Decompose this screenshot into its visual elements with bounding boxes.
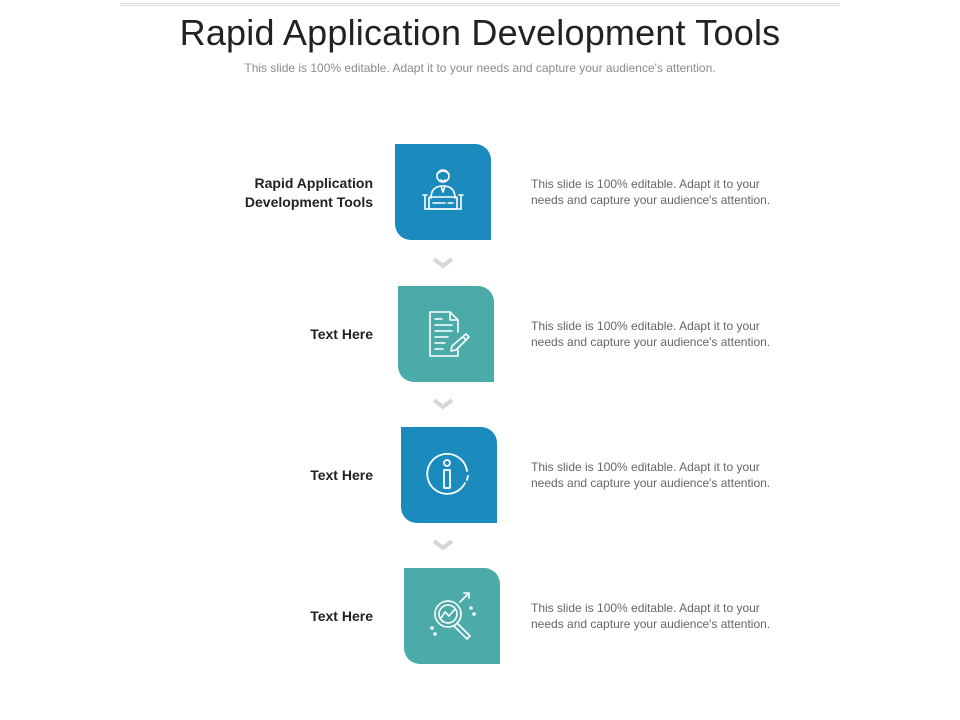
step-icon-tile <box>401 427 497 523</box>
step-label-line: Text Here <box>310 467 373 483</box>
step-row-4 <box>0 568 960 664</box>
step-description-line: needs and capture your audience's attention. <box>531 617 771 631</box>
step-description-line: needs and capture your audience's attention. <box>531 193 771 207</box>
step-row-2 <box>0 286 960 382</box>
step-description-line: This slide is 100% editable. Adapt it to your <box>531 319 760 333</box>
step-row-3 <box>0 427 960 523</box>
step-icon-tile <box>398 286 494 382</box>
magnifier-analytics-icon <box>424 588 480 644</box>
chevron-down-icon <box>431 256 455 270</box>
step-label-line: Text Here <box>310 608 373 624</box>
developer-icon <box>415 164 471 220</box>
document-pencil-icon <box>418 306 474 362</box>
step-row-1 <box>0 144 960 240</box>
top-divider-secondary <box>120 5 840 6</box>
step-description <box>531 318 821 350</box>
step-label-line: Development Tools <box>244 194 373 210</box>
step-description-line: needs and capture your audience's attention. <box>531 335 771 349</box>
step-description <box>531 176 821 208</box>
info-icon <box>421 447 477 503</box>
step-description <box>531 459 821 491</box>
step-description-line: This slide is 100% editable. Adapt it to your <box>531 601 760 615</box>
chevron-down-icon <box>431 397 455 411</box>
step-label <box>133 174 373 212</box>
step-label <box>133 607 373 626</box>
top-divider <box>120 3 840 4</box>
step-icon-tile <box>395 144 491 240</box>
slide-subtitle: This slide is 100% editable. Adapt it to your needs and capture your audience's attention. <box>244 61 716 75</box>
step-description-line: This slide is 100% editable. Adapt it to your <box>531 460 760 474</box>
step-label-line: Text Here <box>310 326 373 342</box>
step-description-line: This slide is 100% editable. Adapt it to your <box>531 177 760 191</box>
step-label-line: Rapid Application <box>254 175 373 191</box>
step-label <box>133 325 373 344</box>
step-icon-tile <box>404 568 500 664</box>
slide-title: Rapid Application Development Tools <box>179 12 781 53</box>
step-label <box>133 466 373 485</box>
step-description <box>531 600 821 632</box>
chevron-down-icon <box>431 538 455 552</box>
step-description-line: needs and capture your audience's attention. <box>531 476 771 490</box>
